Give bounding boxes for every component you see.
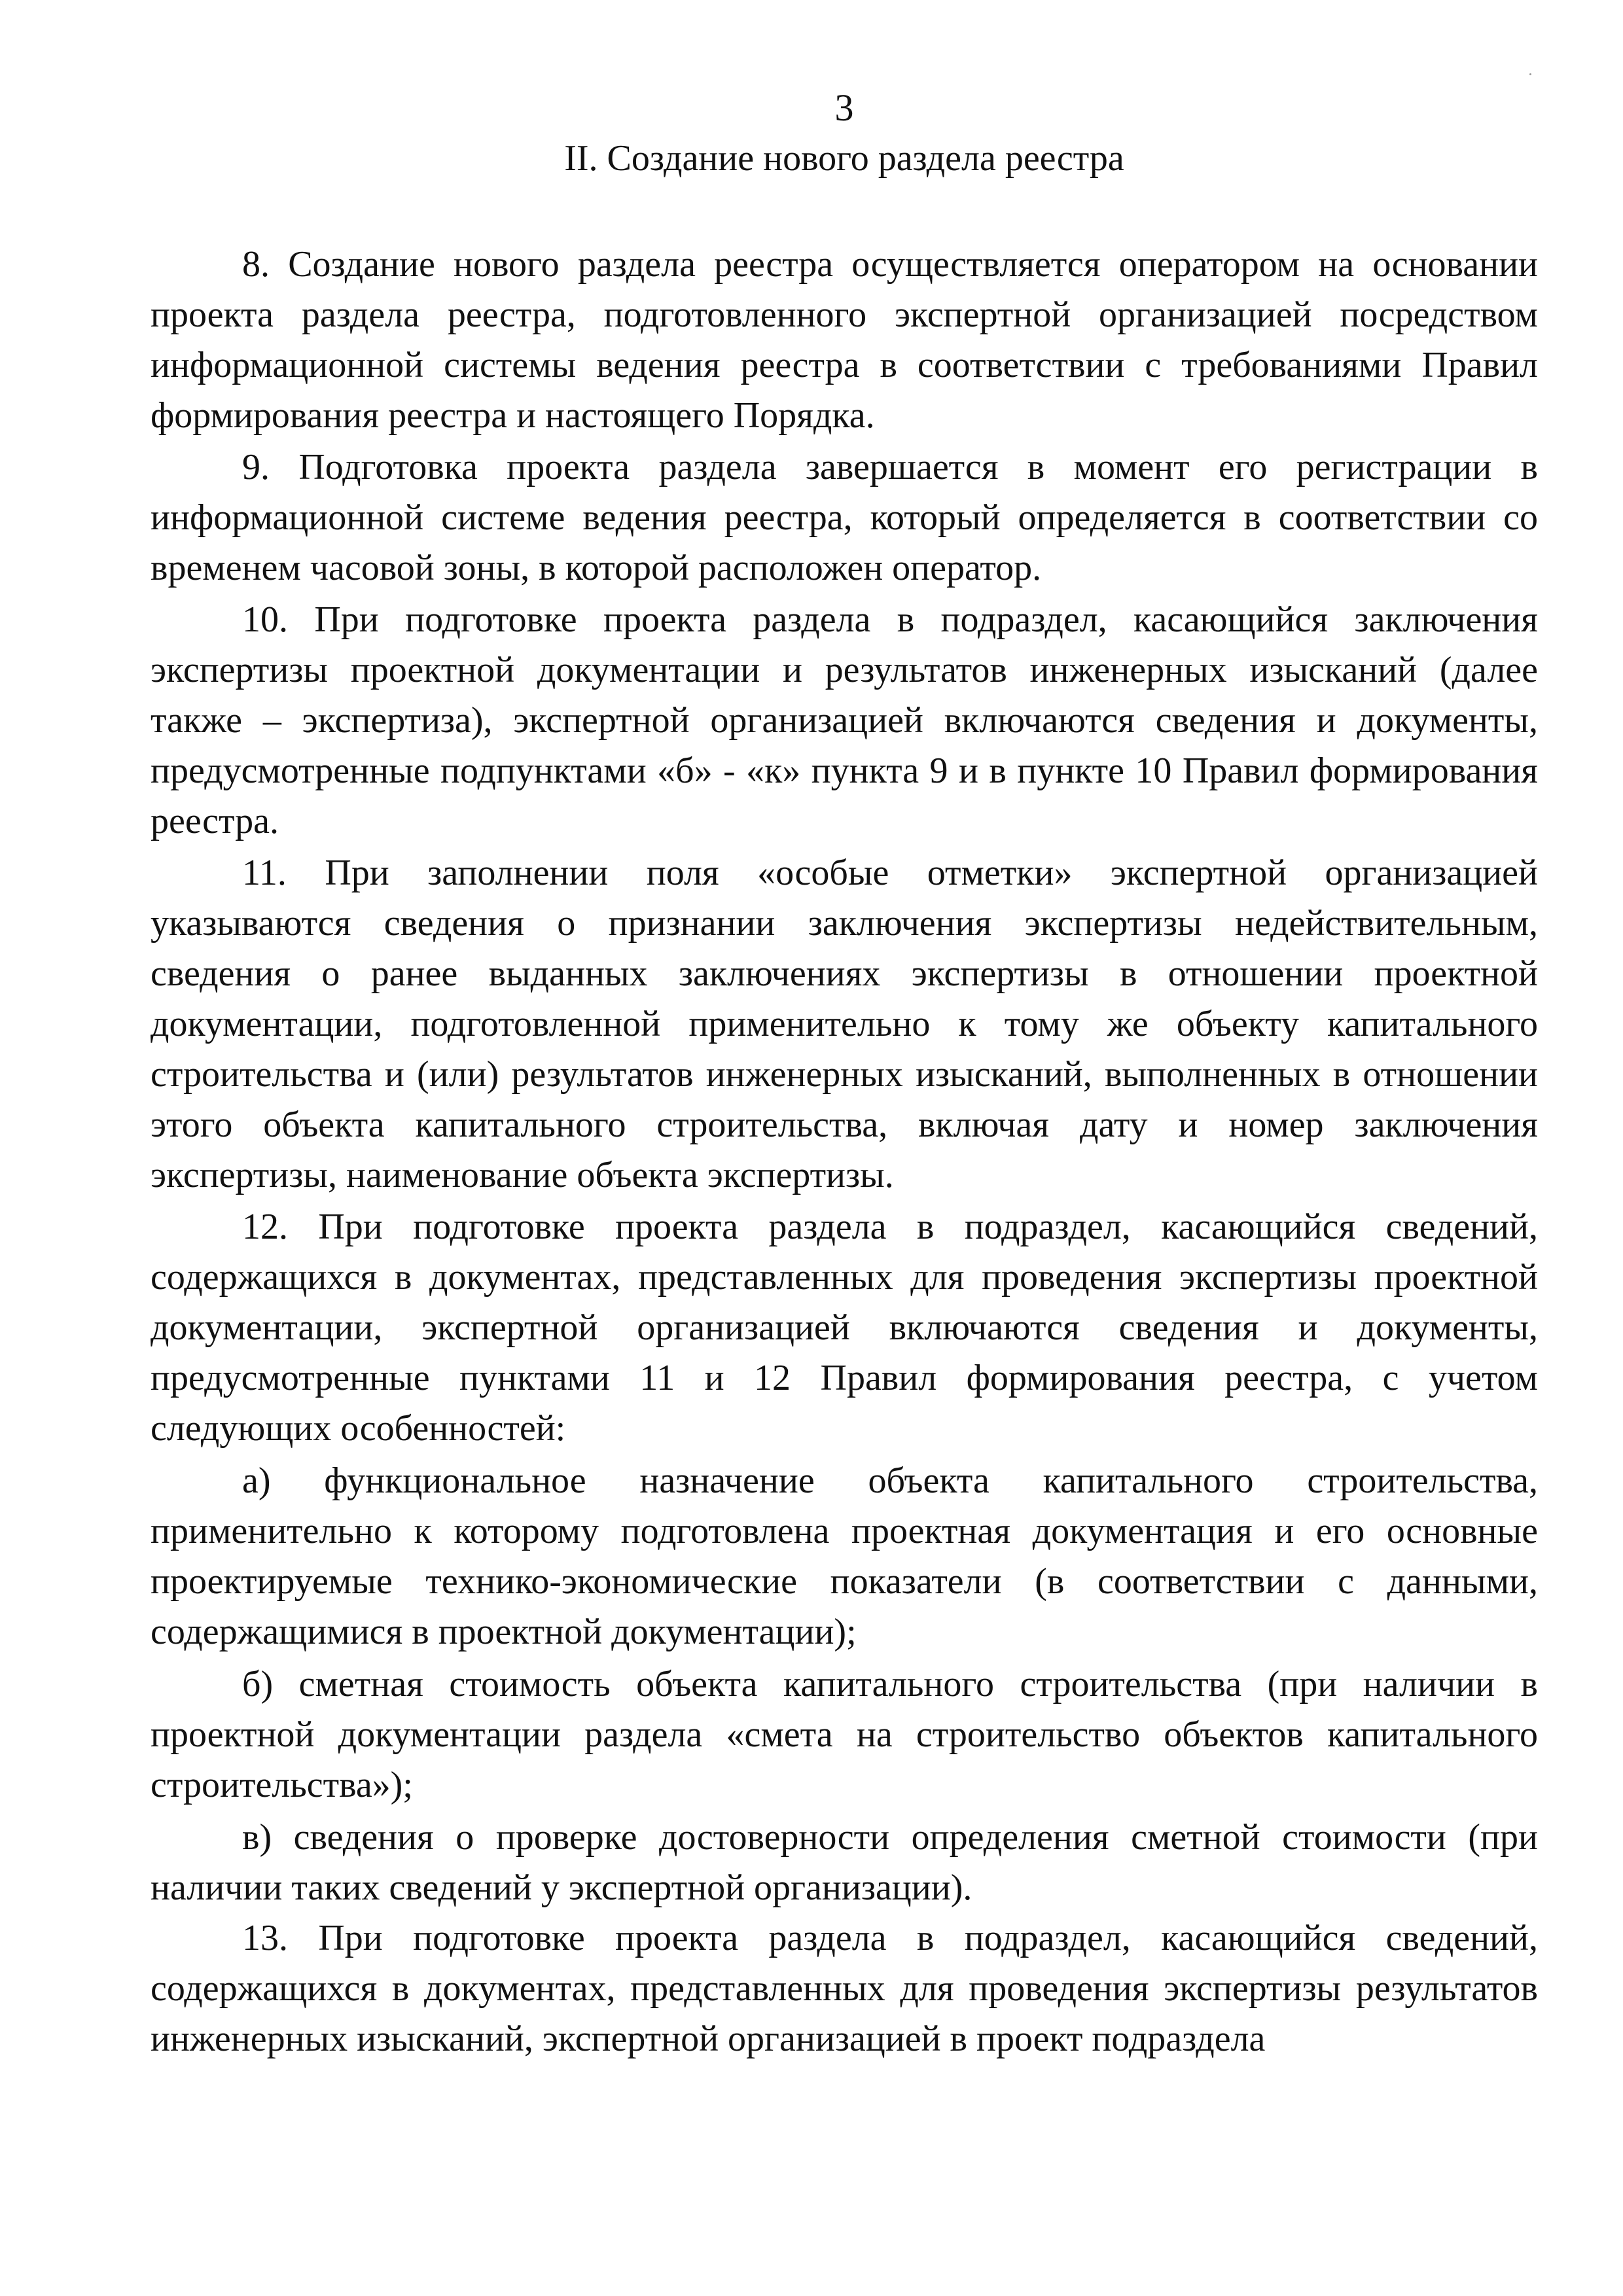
paragraph-10: 10. При подготовке проекта раздела в подраздел, касающийся заключения экспертизы проектной документации и результатов инженерных изысканий (далее также – экспертиза), экспертной организацией включаются сведения и документы, предусмотренные подпунктами «б» - «к» пункта 9 и в пункте 10 Правил формирования реестра. (151, 599, 1538, 841)
subparagraph-12-a: а) функциональное назначение объекта капитального строительства, применительно к которому подготовлена проектная документация и его основные проектируемые технико-экономические показатели (в соответствии с данными, содержащимися в проектной документации); (151, 1460, 1538, 1652)
paragraph-9: 9. Подготовка проекта раздела завершается в момент его регистрации в информационной системе ведения реестра, который определяется в соответствии со временем часовой зоны, в которой расположен оператор. (151, 447, 1538, 588)
paragraph-12: 12. При подготовке проекта раздела в подраздел, касающийся сведений, содержащихся в документах, представленных для проведения экспертизы проектной документации, экспертной организацией включаются сведения и документы, предусмотренные пунктами 11 и 12 Правил формирования реестра, с учетом следующих особенностей: (151, 1207, 1538, 1449)
paragraph-11: 11. При заполнении поля «особые отметки» экспертной организацией указываются сведения о признании заключения экспертизы недействительным, сведения о ранее выданных заключениях экспертизы в отношении проектной документации, подготовленной применительно к тому же объекту капитального строительства и (или) результатов инженерных изысканий, выполненных в отношении этого объекта капитального строительства, включая дату и номер заключения экспертизы, наименование объекта экспертизы. (151, 853, 1538, 1195)
section-title: II. Создание нового раздела реестра (564, 138, 1124, 179)
subparagraph-12-v: в) сведения о проверке достоверности определения сметной стоимости (при наличии таких сведений у экспертной организации). (151, 1817, 1538, 1908)
paragraph-8: 8. Создание нового раздела реестра осуществляется оператором на основании проекта раздела реестра, подготовленного экспертной организацией посредством информационной системы ведения реестра в соответствии с требованиями Правил формирования реестра и настоящего Порядка. (151, 244, 1538, 436)
document-page (151, 85, 1538, 2244)
scan-speck (1529, 73, 1531, 75)
subparagraph-12-b: б) сметная стоимость объекта капитального строительства (при наличии в проектной документации раздела «смета на строительство объектов капитального строительства»); (151, 1664, 1538, 1805)
paragraph-13: 13. При подготовке проекта раздела в подраздел, касающийся сведений, содержащихся в документах, представленных для проведения экспертизы результатов инженерных изысканий, экспертной организацией в проект подраздела (151, 1918, 1538, 2059)
page-number: 3 (834, 86, 854, 129)
